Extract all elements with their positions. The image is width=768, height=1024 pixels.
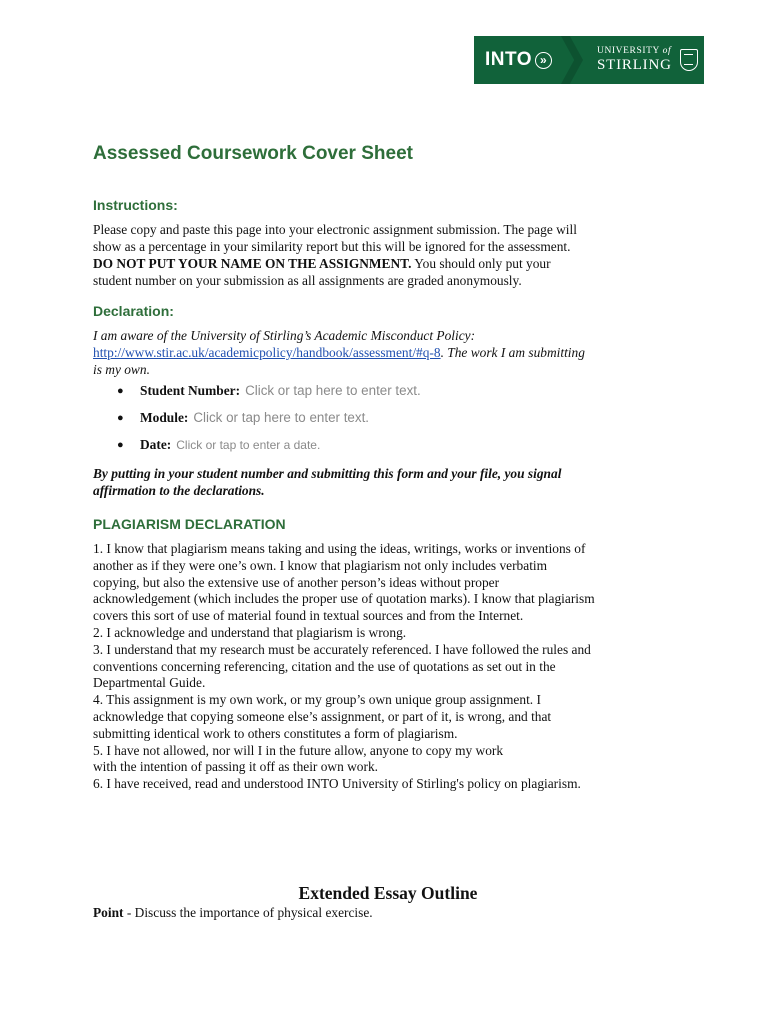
arrows-icon: »	[535, 52, 552, 69]
bullet: ●	[117, 384, 124, 397]
point-label: Point	[93, 905, 124, 920]
instructions-line: Please copy and paste this page into your electronic assignment submission. The page will	[93, 222, 577, 237]
plagiarism-line: 1. I know that plagiarism means taking and using the ideas, writings, works or inventions of	[93, 541, 586, 556]
plagiarism-line: acknowledgement (which includes the proper use of quotation marks). I know that plagiarism	[93, 591, 595, 607]
instructions-line: student number on your submission as all assignments are graded anonymously.	[93, 273, 522, 288]
instructions-heading: Instructions:	[93, 197, 178, 213]
affirmation-line: affirmation to the declarations.	[93, 483, 265, 498]
plagiarism-line: conventions concerning referencing, citation and the use of quotations as set out in the	[93, 658, 556, 674]
into-stirling-logo	[474, 36, 704, 84]
date-field	[117, 431, 421, 458]
outline-point	[93, 905, 373, 921]
chevron-divider	[561, 36, 583, 84]
plagiarism-line: copying, but also the extensive use of another person’s ideas without proper	[93, 574, 500, 590]
student-number-label: Student Number:	[140, 382, 241, 398]
affirmation-line: By putting in your student number and submitting this form and your file, you signal	[93, 466, 562, 481]
instructions-line: show as a percentage in your similarity report but this will be ignored for the assessment.	[93, 239, 571, 254]
no-name-warning: DO NOT PUT YOUR NAME ON THE ASSIGNMENT.	[93, 256, 412, 271]
plagiarism-heading: PLAGIARISM DECLARATION	[93, 516, 286, 532]
into-wordmark	[474, 49, 561, 71]
into-text: INTO	[485, 49, 533, 70]
plagiarism-line: with the intention of passing it off as their own work.	[93, 759, 379, 775]
module-field	[117, 404, 421, 431]
plagiarism-line: acknowledge that copying someone else’s assignment, or part of it, is wrong, and that	[93, 708, 552, 724]
student-number-field	[117, 377, 421, 404]
stirling-text: STIRLING	[597, 57, 672, 74]
plagiarism-line: submitting identical work to others constitutes a form of plagiarism.	[93, 725, 458, 741]
student-number-input[interactable]: Click or tap here to enter text.	[245, 383, 421, 398]
plagiarism-line: 2. I acknowledge and understand that plagiarism is wrong.	[93, 624, 407, 640]
declaration-line: I am aware of the University of Stirling’s Academic Misconduct Policy:	[93, 328, 476, 343]
declaration-heading: Declaration:	[93, 303, 174, 319]
plagiarism-line: 3. I understand that my research must be accurately referenced. I have followed the rules and	[93, 641, 591, 657]
crest-icon	[680, 49, 698, 71]
date-label: Date:	[140, 436, 172, 452]
module-label: Module:	[140, 409, 189, 425]
plagiarism-points	[93, 541, 683, 793]
bullet: ●	[117, 411, 124, 424]
instructions-text	[93, 221, 683, 289]
bullet: ●	[117, 438, 124, 451]
plagiarism-line: 5. I have not allowed, nor will I in the future allow, anyone to copy my work	[93, 742, 504, 758]
page-title: Assessed Coursework Cover Sheet	[93, 143, 413, 164]
policy-link[interactable]: http://www.stir.ac.uk/academicpolicy/handbook/assessment/#q-8	[93, 345, 441, 360]
instructions-line: DO NOT PUT YOUR NAME ON THE ASSIGNMENT. You should only put your	[93, 256, 551, 271]
submission-fields	[117, 377, 421, 458]
plagiarism-line: 4. This assignment is my own work, or my group’s own unique group assignment. I	[93, 692, 541, 708]
outline-title: Extended Essay Outline	[298, 883, 478, 903]
module-input[interactable]: Click or tap here to enter text.	[193, 410, 370, 425]
stirling-wordmark	[583, 47, 672, 74]
point-text: - Discuss the importance of physical exercise.	[123, 905, 373, 920]
declaration-text: I am aware of the University of Stirling’s Academic Misconduct Policy: http://www.stir.ac.uk/academicpolicy/handbook/assessment/#q-8. The work I am submitting is my own.	[93, 328, 585, 377]
plagiarism-line: 6. I have received, read and understood INTO University of Stirling's policy on plagiarism.	[93, 776, 581, 792]
plagiarism-line: Departmental Guide.	[93, 675, 206, 691]
affirmation-text	[93, 465, 683, 499]
university-of-text: UNIVERSITY of	[597, 45, 672, 56]
plagiarism-line: another as if they were one’s own. I know that plagiarism not only includes verbatim	[93, 557, 548, 573]
plagiarism-line: covers this sort of use of material found in textual sources and from the Internet.	[93, 608, 524, 624]
declaration-line: is my own.	[93, 362, 150, 377]
date-picker[interactable]: Click or tap to enter a date.	[176, 437, 321, 452]
